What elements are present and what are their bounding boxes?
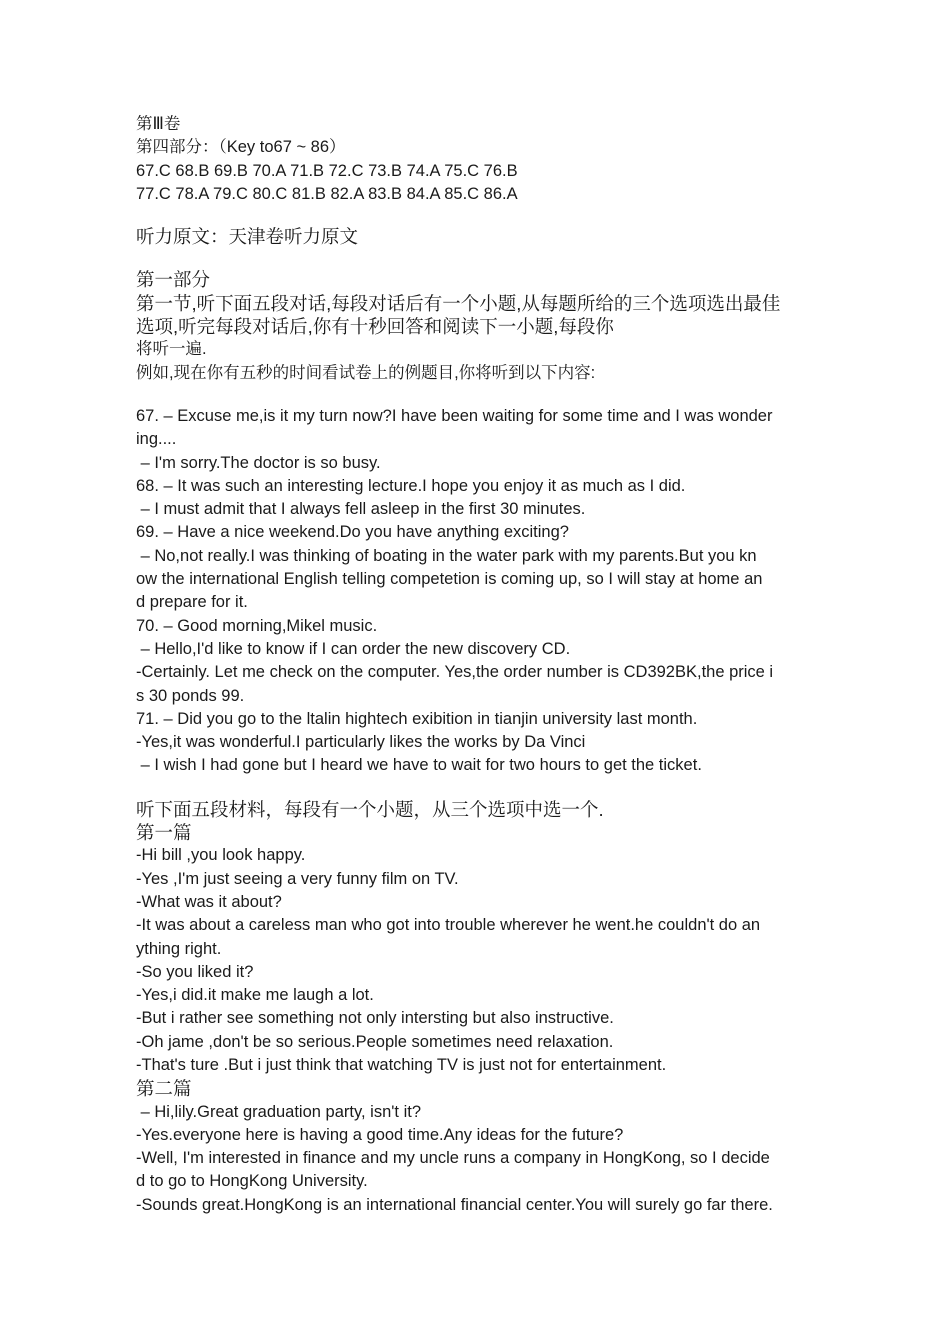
spacer	[136, 385, 826, 405]
dialogue-line: -Certainly. Let me check on the computer. Yes,the order number is CD392BK,the price i	[136, 663, 774, 682]
passage-two-title: 第二篇	[136, 1078, 192, 1100]
part-four-title: 第四部分：（Key to67 ~ 86）	[136, 138, 346, 157]
dialogue-line: 69. – Have a nice weekend.Do you have anything exciting?	[136, 523, 569, 542]
passage-line: -Well, I'm interested in finance and my uncle runs a company in HongKong, so I decide	[136, 1149, 770, 1168]
part-one-instruction-line: 第一节,听下面五段对话,每段对话后有一个小题,从每题所给的三个选项选出最佳	[136, 292, 781, 314]
dialogue-line: – I'm sorry.The doctor is so busy.	[136, 453, 381, 472]
dialogue-line: – No,not really.I was thinking of boating in the water park with my parents.But you kn	[136, 546, 757, 565]
passage-line: -It was about a careless man who got into trouble wherever he went.he couldn't do an	[136, 916, 761, 935]
dialogue-line: 71. – Did you go to the ltalin hightech exibition in tianjin university last month.	[136, 709, 698, 728]
passage-line: -Yes ,I'm just seeing a very funny film on TV.	[136, 869, 459, 888]
dialogue-line: d prepare for it.	[136, 593, 248, 612]
dialogue-line: ing....	[136, 430, 177, 449]
dialogue-line: – I wish I had gone but I heard we have to wait for two hours to get the ticket.	[136, 756, 702, 775]
dialogue-line: 67. – Excuse me,is it my turn now?I have been waiting for some time and I was wonder	[136, 406, 773, 425]
passage-line: -That's ture .But i just think that watching TV is just not for entertainment.	[136, 1055, 667, 1074]
answer-key-line-2: 77.C 78.A 79.C 80.C 81.B 82.A 83.B 84.A 85.C 86.A	[136, 184, 518, 203]
spacer	[136, 206, 826, 225]
passage-line: d to go to HongKong University.	[136, 1172, 368, 1191]
passage-line: -Yes.everyone here is having a good time.Any ideas for the future?	[136, 1125, 624, 1144]
part-one-instruction-line: 选项,听完每段对话后,你有十秒回答和阅读下一小题,每段你	[136, 316, 614, 338]
passage-line: -Yes,i did.it make me laugh a lot.	[136, 986, 374, 1005]
part-one-title: 第一部分	[136, 269, 211, 291]
spacer	[136, 248, 826, 268]
passage-line: -But i rather see something not only intersting but also instructive.	[136, 1009, 614, 1028]
dialogue-line: 68. – It was such an interesting lecture.I hope you enjoy it as much as I did.	[136, 476, 686, 495]
passage-line: -Hi bill ,you look happy.	[136, 846, 306, 865]
passage-line: -What was it about?	[136, 892, 282, 911]
dialogue-line: 70. – Good morning,Mikel music.	[136, 616, 378, 635]
document-page	[136, 113, 826, 1217]
passage-one-title: 第一篇	[136, 822, 192, 844]
dialogue-line: -Yes,it was wonderful.I particularly likes the works by Da Vinci	[136, 733, 586, 752]
passage-line: – Hi,lily.Great graduation party, isn't it?	[136, 1102, 421, 1121]
passage-line: ything right.	[136, 939, 222, 958]
part-one-instruction-line: 例如,现在你有五秒的时间看试卷上的例题目,你将听到以下内容:	[136, 363, 596, 382]
dialogue-line: s 30 ponds 99.	[136, 686, 245, 705]
passage-line: -Sounds great.HongKong is an international financial center.You will surely go far there.	[136, 1195, 773, 1214]
transcript-heading: 听力原文：天津卷听力原文	[136, 226, 359, 248]
passage-line: -So you liked it?	[136, 962, 254, 981]
volume-title: 第Ⅲ卷	[136, 115, 181, 133]
answer-key-line-1: 67.C 68.B 69.B 70.A 71.B 72.C 73.B 74.A 75.C 76.B	[136, 161, 518, 180]
dialogue-line: ow the international English telling competetion is coming up, so I will stay at home an	[136, 570, 763, 589]
spacer	[136, 778, 826, 798]
dialogue-line: – Hello,I'd like to know if I can order the new discovery CD.	[136, 639, 571, 658]
dialogue-line: – I must admit that I always fell asleep in the first 30 minutes.	[136, 500, 586, 519]
part-two-instructions: 听下面五段材料，每段有一个小题，从三个选项中选一个.	[136, 798, 604, 820]
part-one-instruction-line: 将听一遍.	[136, 340, 207, 359]
passage-line: -Oh jame ,don't be so serious.People sometimes need relaxation.	[136, 1032, 614, 1051]
